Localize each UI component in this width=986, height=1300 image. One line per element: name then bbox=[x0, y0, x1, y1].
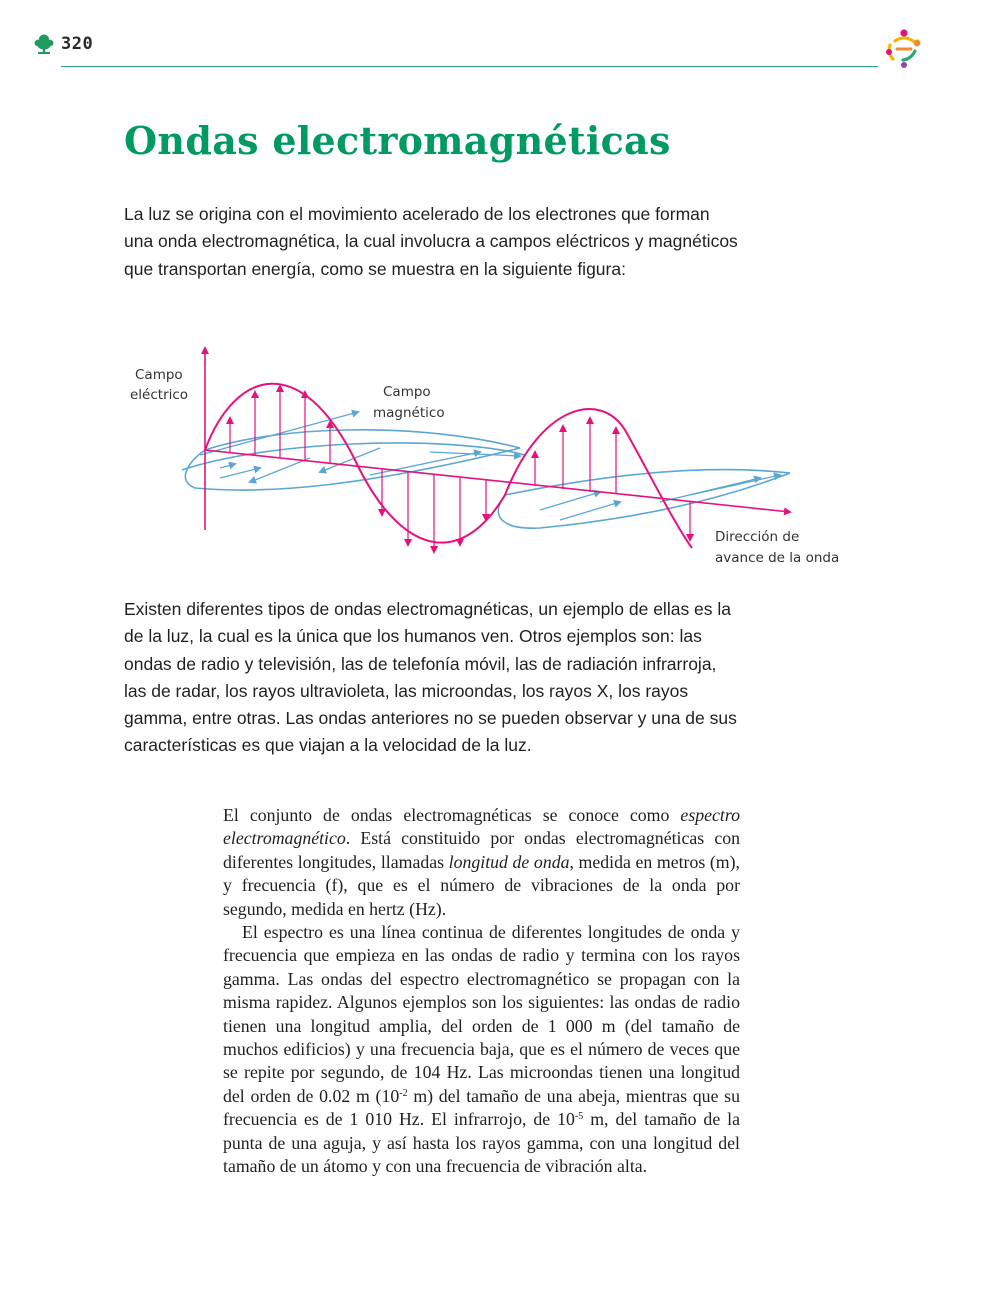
electric-field-label-line1: Campo bbox=[135, 367, 183, 383]
spectrum-text: . Está constituido por ondas electromagnéticas con diferentes longitudes, llamadas bbox=[223, 828, 740, 872]
spectrum-text: El conjunto de ondas electromagnéticas se conoce como bbox=[223, 805, 681, 825]
spectrum-paragraph-1 bbox=[223, 804, 740, 921]
page-title: Ondas electromagnéticas bbox=[124, 118, 671, 163]
exponent: -2 bbox=[399, 1087, 408, 1099]
spectrum-text: m) del tamaño de una abeja, mientras que su frecuencia es de 1 010 Hz. El infrarrojo, de 10 bbox=[223, 1085, 740, 1130]
magnetic-field-label-line2: magnético bbox=[373, 405, 445, 421]
intro-paragraph: La luz se origina con el movimiento acelerado de los electrones que forman una onda electromagnética, la cual involucra a campos eléctricos y magnéticos que transportan energía, como se muestra en la siguiente figura: bbox=[124, 204, 738, 279]
wavelength-term: longitud de onda bbox=[448, 851, 570, 872]
wave-types-paragraph: Existen diferentes tipos de ondas electromagnéticas, un ejemplo de ellas es la de la luz, la cual es la única que los humanos ven. Otros ejemplos son: las ondas de radio y televisión, las de telefonía móvil, las de radiación infrarroja, las de radar, los rayos ultravioleta, las microondas, los rayos X, los rayos gamma, entre otras. Las ondas anteriores no se pueden observar y una de sus características es que viajan a la velocidad de la luz. bbox=[124, 599, 737, 756]
electromagnetic-wave-diagram bbox=[120, 330, 840, 580]
magnetic-field-label-line1: Campo bbox=[383, 384, 431, 400]
spectrum-text: , medida en metros (m), y frecuencia (f), que es el número de vibraciones de la onda por segundo, medida en hertz (Hz). bbox=[223, 851, 740, 919]
spectrum-text-block bbox=[223, 804, 740, 1179]
direction-label-line2: avance de la onda bbox=[715, 550, 840, 566]
spectrum-text: m, del tamaño de la punta de una aguja, y así hasta los rayos gamma, con una longitud del tamaño de un átomo y con una frecuencia de vibración alta. bbox=[223, 1109, 740, 1177]
spectrum-text: El espectro es una línea continua de diferentes longitudes de onda y frecuencia que empieza en las ondas de radio y termina con los rayos gamma. Las ondas del espectro electromagnético se propagan con la misma rapidez. Algunos ejemplos son los siguientes: las ondas de radio tienen una longitud amplia, del orden de 1 000 m (del tamaño de muchos edificios) y una frecuencia baja, que es el número de veces que se repite por segundo, de 104 Hz. Las microondas tienen una longitud del orden de 0.02 m (10 bbox=[223, 922, 740, 1106]
spectrum-paragraph-2 bbox=[223, 921, 740, 1178]
spectrum-term: espectro electromagnético bbox=[223, 805, 740, 849]
exponent: -5 bbox=[574, 1111, 584, 1123]
people-circle-logo-icon bbox=[881, 25, 927, 71]
tree-icon bbox=[34, 33, 54, 55]
electric-field-label-line2: eléctrico bbox=[130, 387, 189, 403]
direction-label-line1: Dirección de bbox=[715, 529, 800, 545]
header-rule bbox=[61, 66, 878, 67]
page-number: 320 bbox=[61, 34, 94, 54]
